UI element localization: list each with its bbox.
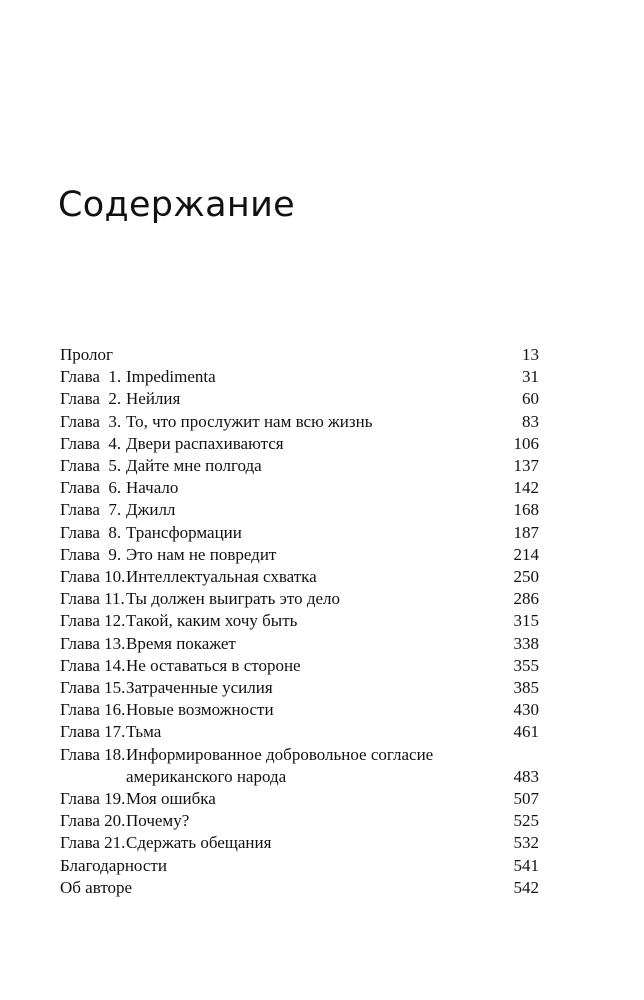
chapter-title: Моя ошибка	[126, 789, 216, 809]
page-number: 31	[522, 367, 539, 387]
toc-entry-label	[60, 388, 180, 410]
toc-entry-label	[60, 344, 113, 366]
chapter-title: Сдержать обещания	[126, 833, 272, 853]
toc-entry	[60, 433, 539, 455]
chapter-number: Глава 21.	[60, 833, 126, 853]
chapter-number: Глава 13.	[60, 633, 126, 653]
chapter-number: Глава 5.	[60, 456, 122, 476]
page-number: 430	[513, 700, 539, 720]
chapter-number: Глава 1.	[60, 367, 122, 387]
toc-entry-label	[60, 877, 132, 899]
chapter-title: Затраченные усилия	[126, 678, 273, 698]
chapter-title: Тьма	[126, 722, 162, 742]
toc-entry-label	[60, 544, 276, 566]
chapter-title: Благодарности	[60, 855, 167, 875]
toc-entry-label	[60, 366, 216, 388]
chapter-title: Пролог	[60, 345, 114, 364]
toc-entry-label	[60, 655, 301, 677]
page-number: 338	[513, 633, 539, 653]
chapter-number: Глава 8.	[60, 522, 122, 542]
chapter-title: Такой, каким хочу быть	[126, 611, 298, 631]
table-of-contents	[60, 344, 539, 899]
chapter-title: Нейлия	[126, 389, 181, 409]
toc-entry-label	[60, 721, 161, 743]
toc-entry	[60, 610, 539, 632]
chapter-number: Глава 14.	[60, 655, 126, 675]
chapter-number: Глава 19.	[60, 789, 126, 809]
toc-entry-label	[60, 832, 271, 854]
chapter-number: Глава 17.	[60, 722, 126, 742]
page-number: 187	[513, 522, 539, 542]
toc-entry	[60, 522, 539, 544]
toc-entry-label	[60, 522, 242, 544]
toc-entry	[60, 655, 539, 677]
chapter-title: Это нам не повредит	[126, 544, 277, 564]
chapter-number: Глава 12.	[60, 611, 126, 631]
toc-entry	[60, 344, 539, 366]
chapter-title: Impedimenta	[126, 367, 216, 387]
toc-entry-label	[60, 699, 274, 721]
toc-entry-label	[60, 610, 297, 632]
chapter-number: Глава 16.	[60, 700, 126, 720]
chapter-number: Глава 4.	[60, 433, 122, 453]
chapter-title: Двери распахиваются	[126, 433, 284, 453]
toc-entry-label	[60, 588, 340, 610]
toc-entry-label	[60, 499, 175, 521]
page-number: 137	[513, 456, 539, 476]
page-number: 83	[522, 411, 539, 431]
page-number: 250	[513, 567, 539, 587]
chapter-number: Глава 7.	[60, 500, 122, 520]
chapter-title: Не оставаться в стороне	[126, 655, 301, 675]
chapter-title: Информированное добровольное согласие американского народа	[126, 744, 434, 786]
toc-entry-label	[60, 855, 167, 877]
chapter-title: Время покажет	[126, 633, 236, 653]
toc-entry-label	[60, 433, 284, 455]
toc-entry	[60, 544, 539, 566]
page-number: 483	[513, 766, 539, 786]
toc-entry	[60, 788, 539, 810]
chapter-title: Дайте мне полгода	[126, 456, 262, 476]
toc-entry-label	[60, 411, 372, 433]
page-number: 60	[522, 389, 539, 409]
chapter-title: Джилл	[126, 500, 176, 520]
chapter-title: То, что прослужит нам всю жизнь	[126, 411, 373, 431]
toc-entry-label	[60, 677, 273, 699]
chapter-title: Новые возможности	[126, 700, 274, 720]
chapter-number: Глава 15.	[60, 678, 126, 698]
page-number: 315	[513, 611, 539, 631]
toc-entry-label	[60, 566, 317, 588]
toc-entry	[60, 411, 539, 433]
page-number: 541	[513, 855, 539, 875]
toc-entry-label	[60, 810, 189, 832]
chapter-title: Трансформации	[126, 522, 242, 542]
toc-entry	[60, 721, 539, 743]
page-number: 168	[513, 500, 539, 520]
chapter-title: Почему?	[126, 811, 190, 831]
chapter-number: Глава 3.	[60, 411, 122, 431]
toc-entry-label	[60, 744, 433, 788]
page-number: 507	[513, 789, 539, 809]
toc-entry	[60, 588, 539, 610]
page-number: 355	[513, 655, 539, 675]
chapter-title: Ты должен выиграть это дело	[126, 589, 341, 609]
page-number: 13	[522, 345, 539, 364]
page-title: Содержание	[58, 185, 295, 225]
toc-entry	[60, 366, 539, 388]
toc-entry-label	[60, 455, 262, 477]
page-number: 542	[513, 877, 539, 897]
chapter-number: Глава 6.	[60, 478, 122, 498]
page-number: 286	[513, 589, 539, 609]
chapter-title: Начало	[126, 478, 179, 498]
toc-entry	[60, 744, 539, 788]
page-number: 525	[513, 811, 539, 831]
chapter-number: Глава 10.	[60, 567, 126, 587]
toc-entry-label	[60, 477, 178, 499]
page-number: 461	[513, 722, 539, 742]
chapter-title: Об авторе	[60, 877, 133, 897]
toc-entry	[60, 810, 539, 832]
page-number: 385	[513, 678, 539, 698]
chapter-number: Глава 18.	[60, 744, 126, 764]
page-number: 142	[513, 478, 539, 498]
page-number: 106	[513, 433, 539, 453]
page-number: 532	[513, 833, 539, 853]
page-number: 214	[513, 544, 539, 564]
chapter-number: Глава 11.	[60, 589, 125, 609]
chapter-number: Глава 20.	[60, 811, 126, 831]
toc-entry	[60, 477, 539, 499]
toc-entry	[60, 699, 539, 721]
chapter-title: Интеллектуальная схватка	[126, 567, 317, 587]
toc-entry	[60, 455, 539, 477]
toc-entry	[60, 633, 539, 655]
toc-entry	[60, 388, 539, 410]
toc-entry	[60, 832, 539, 854]
toc-entry	[60, 566, 539, 588]
toc-entry-label	[60, 788, 216, 810]
chapter-number: Глава 2.	[60, 389, 122, 409]
toc-entry-label	[60, 633, 236, 655]
toc-entry	[60, 677, 539, 699]
chapter-number: Глава 9.	[60, 544, 122, 564]
toc-entry	[60, 499, 539, 521]
toc-entry	[60, 855, 539, 877]
toc-entry	[60, 877, 539, 899]
